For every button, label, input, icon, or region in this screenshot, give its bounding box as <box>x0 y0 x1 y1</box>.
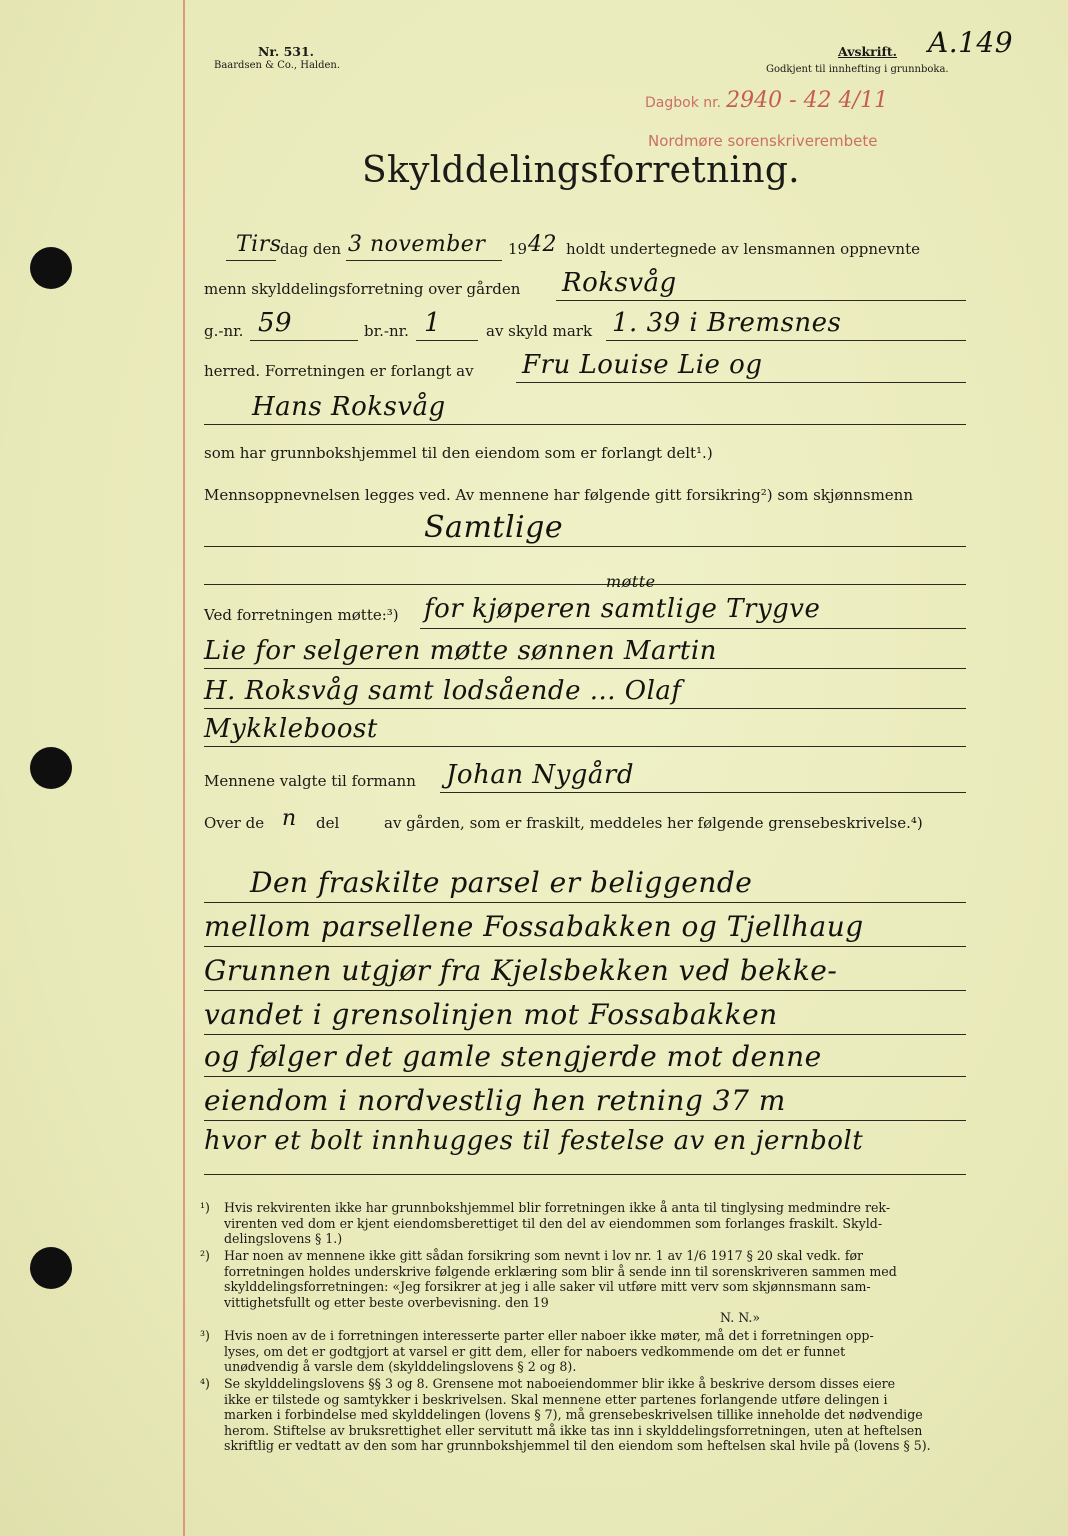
hw-farm: Roksvåg <box>562 268 677 298</box>
footnote-number: ³) <box>200 1328 210 1343</box>
hw-gnr: 59 <box>258 308 293 338</box>
footnote-number: ⁴) <box>200 1376 210 1391</box>
punch-hole <box>30 747 72 789</box>
hw-description-line: hvor et bolt innhugges til festelse av en jernbolt <box>204 1126 864 1156</box>
footnote-number: ¹) <box>200 1200 210 1215</box>
margin-rule <box>183 0 185 1536</box>
hw-description-line: vandet i grensolinjen mot Fossabakken <box>204 998 778 1031</box>
footnote-3: Hvis noen av de i forretningen interesserte parter eller naboer ikke møter, må det i forretningen opp- lyses, om det er godtgjort at varsel er gitt dem, eller for naboers vedkommende om det er funnet unødvendig å varsle dem (skylddelingslovens § 2 og 8). <box>224 1328 874 1375</box>
label-line9: Ved forretningen møtte:³) <box>204 606 399 624</box>
label-skyld: av skyld mark <box>486 322 593 340</box>
hw-day: Tirs <box>236 232 282 257</box>
punch-hole <box>30 247 72 289</box>
hw-description-line: eiendom i nordvestlig hen retning 37 m <box>204 1084 786 1117</box>
hw-insert-motte: møtte <box>606 572 656 591</box>
hw-description-line: Grunnen utgjør fra Kjelsbekken ved bekke- <box>204 954 838 987</box>
hw-requesters-2: Hans Roksvåg <box>252 392 446 422</box>
label-formann: Mennene valgte til formann <box>204 772 416 790</box>
hw-description-line: mellom parsellene Fossabakken og Tjellhaug <box>204 910 864 943</box>
hw-line12: Mykkleboost <box>204 714 378 744</box>
footnote-2: Har noen av mennene ikke gitt sådan forsikring som nevnt i lov nr. 1 av 1/6 1917 § 20 skal vedk. før forretningen holdes underskrive følgende erklæring som blir å sende inn til sorenskriveren sammen med skylddelingsforretningen: «Jeg forsikrer at jeg i alle saker vil utføre mitt verv som skjønnsmann sam- vittighetsfullt og etter beste overbevisning. den 19 <box>224 1248 897 1310</box>
registry-stamp <box>645 88 888 113</box>
hw-skyld: 1. 39 i Bremsnes <box>612 308 842 338</box>
label-del: del <box>316 814 340 832</box>
hw-description-line: og følger det gamle stengjerde mot denne <box>204 1040 822 1073</box>
hw-bnr: 1 <box>424 308 442 338</box>
copy-label: Avskrift. <box>838 44 897 59</box>
hw-date: 3 november <box>348 232 486 257</box>
label-line4: herred. Forretningen er forlangt av <box>204 362 474 380</box>
document-title: Skylddelingsforretning. <box>362 150 800 191</box>
hw-skjonnsmenn: Samtlige <box>424 510 564 545</box>
stamp-dagbok-label: Dagbok nr. <box>645 95 722 111</box>
footnote-number: ²) <box>200 1248 210 1263</box>
copy-approval: Godkjent til innhefting i grunnboka. <box>766 64 949 75</box>
footnote-4: Se skylddelingslovens §§ 3 og 8. Grensene mot naboeiendommer blir ikke å beskrive dersom disses eiere ikke er tilstede og samtykker i beskrivelsen. Skal mennene etter partenes forlangende utføre delingen i marken i forbindelse med skylddelingen (lovens § 7), må grensebeskrivelsen tillike inneholde det nødvendige herom. Stiftelse av bruksrettighet eller servitutt må ikke tas inn i skylddelingsforretningen, uten at heftelsen skriftlig er vedtatt av den som har grunnbokshjemmel til den eiendom som heftelsen skal hvile på (lovens § 5). <box>224 1376 931 1454</box>
printer-name: Baardsen & Co., Halden. <box>214 60 341 71</box>
stamp-dagbok-value: 2940 - 42 4/11 <box>726 88 888 113</box>
hw-del: n <box>282 806 297 831</box>
hw-year: 42 <box>528 232 557 257</box>
hw-formann: Johan Nygård <box>446 760 634 790</box>
label-line1-rest: holdt undertegnede av lensmannen oppnevnte <box>566 240 920 258</box>
stamp-office: Nordmøre sorenskriverembete <box>648 132 878 150</box>
archive-number: A.149 <box>928 26 1014 59</box>
form-number: Nr. 531. <box>258 44 315 59</box>
label-bnr: br.-nr. <box>364 322 409 340</box>
punch-hole <box>30 1247 72 1289</box>
label-line14-rest: av gården, som er fraskilt, meddeles her følgende grensebeskrivelse.⁴) <box>384 814 923 832</box>
hw-line9: for kjøperen samtlige Trygve <box>424 594 821 624</box>
label-dag-den: dag den <box>280 240 342 258</box>
label-gnr: g.-nr. <box>204 322 244 340</box>
label-line7: Mennsoppnevnelsen legges ved. Av mennene har følgende gitt forsikring²) som skjønnsmenn <box>204 486 913 504</box>
label-year-prefix: 19 <box>508 240 528 258</box>
label-line6: som har grunnbokshjemmel til den eiendom som er forlangt delt¹.) <box>204 444 713 462</box>
hw-line11: H. Roksvåg samt lodsående ... Olaf <box>204 676 682 706</box>
footnote-1: Hvis rekvirenten ikke har grunnbokshjemmel blir forretningen ikke å anta til tinglysing medmindre rek- virenten ved dom er kjent eiendomsberettiget til den del av eiendommen som forlanges fraskilt. Skyld- delingslovens § 1.) <box>224 1200 891 1247</box>
label-over-de: Over de <box>204 814 265 832</box>
footnote-2-signature: N. N.» <box>720 1310 761 1325</box>
hw-requesters-1: Fru Louise Lie og <box>522 350 763 380</box>
hw-line10: Lie for selgeren møtte sønnen Martin <box>204 636 717 666</box>
hw-description-line: Den fraskilte parsel er beliggende <box>250 866 753 899</box>
label-line2: menn skylddelingsforretning over gården <box>204 280 521 298</box>
